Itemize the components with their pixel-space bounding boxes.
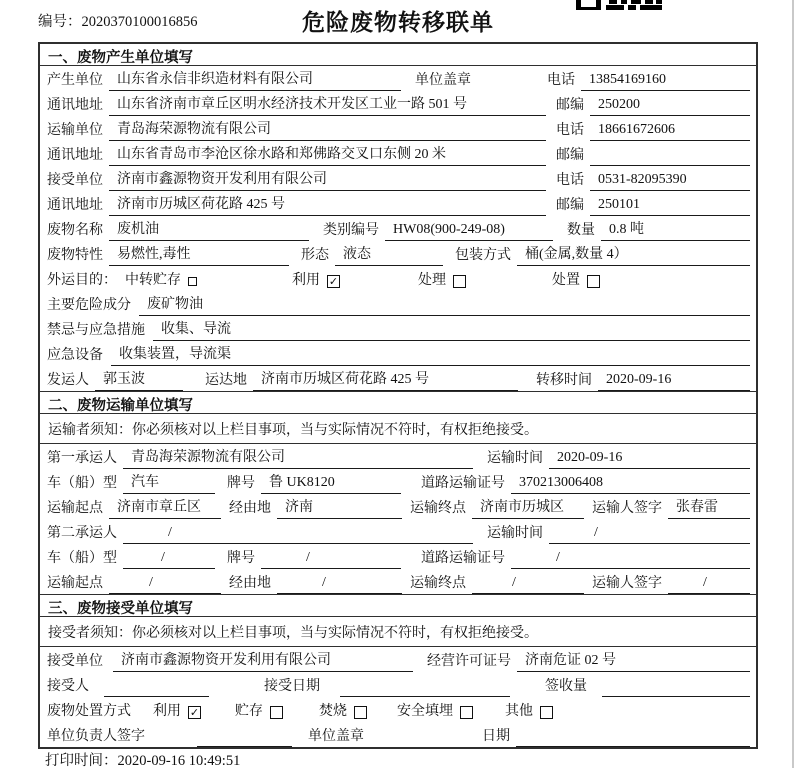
receiver-zip-value: 250101	[590, 197, 750, 216]
transfer-form	[38, 42, 758, 749]
permit-number-value: 济南危证 02 号	[517, 649, 750, 672]
second-carrier-value: /	[123, 525, 473, 544]
emergency-equipment-label: 应急设备	[47, 348, 103, 363]
section-transporter	[40, 391, 756, 594]
route-end-value: 济南市历城区	[472, 496, 584, 519]
category-code-label: 类别编号	[323, 223, 379, 238]
serial-label: 编号：	[38, 14, 82, 30]
disposal-option-incinerate-label: 焚烧	[319, 704, 347, 719]
emergency-measures-value: 收集、导流	[153, 318, 750, 341]
category-code-value: HW08(900-249-08)	[385, 222, 553, 241]
signed-quantity-label: 签收量	[545, 679, 587, 694]
receive-unit-label: 接受单位	[47, 654, 103, 669]
producer-address-value: 山东省济南市章丘区明水经济技术开发区工业一路 501 号	[109, 93, 546, 116]
row-emergency-equipment	[40, 341, 756, 366]
plate-number-label: 牌号	[227, 476, 255, 491]
qr-code-fragment	[576, 0, 662, 10]
row-receiver-unit	[40, 166, 756, 191]
producer-unit-value: 山东省永信非织造材料有限公司	[109, 68, 401, 91]
destination-value: 济南市历城区荷花路 425 号	[253, 368, 518, 391]
disposal-option-landfill-label: 安全填埋	[397, 704, 453, 719]
row-responsible-signature	[40, 722, 756, 747]
disposal-option-other-label: 其他	[505, 704, 533, 719]
purpose-option-utilize-label: 利用	[292, 273, 320, 288]
page-edge-line	[792, 0, 794, 768]
date-label: 日期	[482, 729, 510, 744]
checkbox-utilize: ✓	[328, 275, 339, 288]
section2-header: 二、废物运输单位填写	[40, 392, 756, 414]
row-producer-unit	[40, 66, 756, 91]
vehicle-type-label: 车（船）型	[47, 476, 117, 491]
address-label: 通讯地址	[47, 198, 103, 213]
checkbox-dispose	[587, 275, 600, 288]
transporter-notice: 运输者须知：你必须核对以上栏目事项，当与实际情况不符时，有权拒绝接受。	[40, 414, 756, 444]
route-start-label: 运输起点	[47, 501, 103, 516]
receive-unit-value: 济南市鑫源物资开发利用有限公司	[113, 649, 413, 672]
packaging-value: 桶(金属,数量 4）	[517, 243, 750, 266]
plate-number-value: 鲁 UK8120	[261, 471, 401, 494]
address-label: 通讯地址	[47, 98, 103, 113]
row-second-carrier	[40, 519, 756, 544]
row-consignor	[40, 366, 756, 391]
row-vehicle2	[40, 544, 756, 569]
transport-address-value: 山东省青岛市李沧区徐水路和郑佛路交叉口东侧 20 米	[109, 143, 546, 166]
checkbox-disposal-utilize: ✓	[189, 706, 200, 719]
road-permit-value: 370213006408	[511, 475, 750, 494]
waste-traits-label: 废物特性	[47, 248, 103, 263]
first-carrier-label: 第一承运人	[47, 451, 117, 466]
row-waste-name	[40, 216, 756, 241]
row-transport-address	[40, 141, 756, 166]
route-via-label: 经由地	[229, 576, 271, 591]
date-value	[516, 728, 750, 747]
checkbox-disposal-landfill	[460, 706, 473, 719]
unit-seal-label: 单位盖章	[308, 729, 364, 744]
page-title: 危险废物转移联单	[302, 10, 494, 35]
permit-number-label: 经营许可证号	[427, 654, 511, 669]
serial-value: 2020370100016856	[81, 14, 198, 30]
row-first-carrier	[40, 444, 756, 469]
row-receiver-address	[40, 191, 756, 216]
plate-number2-value: /	[261, 550, 401, 569]
row-vehicle1	[40, 469, 756, 494]
checkbox-transfer-storage	[188, 277, 197, 286]
packaging-label: 包装方式	[455, 248, 511, 263]
route-start-label: 运输起点	[47, 576, 103, 591]
row-hazard-component	[40, 291, 756, 316]
checkbox-disposal-store	[270, 706, 283, 719]
row-route1	[40, 494, 756, 519]
row-transport-unit	[40, 116, 756, 141]
waste-name-value: 废机油	[109, 218, 309, 241]
row-receive-unit	[40, 647, 756, 672]
phone-label: 电话	[556, 173, 584, 188]
section-producer	[40, 44, 756, 391]
section1-header: 一、废物产生单位填写	[40, 44, 756, 66]
phone-label: 电话	[556, 123, 584, 138]
responsible-signature-label: 单位负责人签字	[47, 729, 145, 744]
checkbox-treat	[453, 275, 466, 288]
disposal-option-utilize-label: 利用	[153, 704, 181, 719]
producer-phone-value: 13854169160	[581, 72, 750, 91]
zip-label: 邮编	[556, 198, 584, 213]
transfer-date-value: 2020-09-16	[598, 372, 750, 391]
hazard-component-value: 废矿物油	[139, 293, 750, 316]
route-start2-value: /	[109, 575, 221, 594]
print-time-line	[45, 749, 240, 770]
purpose-option-transfer-storage-label: 中转贮存	[125, 273, 181, 288]
route-end2-value: /	[472, 575, 584, 594]
transport-zip-value	[590, 147, 750, 166]
acceptor-value	[104, 678, 209, 697]
route-end-label: 运输终点	[410, 576, 466, 591]
zip-label: 邮编	[556, 148, 584, 163]
producer-zip-value: 250200	[590, 97, 750, 116]
form-state-value: 液态	[335, 243, 443, 266]
waste-name-label: 废物名称	[47, 223, 103, 238]
acceptor-label: 接受人	[47, 679, 89, 694]
transport-phone-value: 18661672606	[590, 122, 750, 141]
transport-date-value: 2020-09-16	[549, 450, 750, 469]
receiver-unit-label: 接受单位	[47, 173, 103, 188]
road-permit-label: 道路运输证号	[421, 476, 505, 491]
route-via2-value: /	[277, 575, 402, 594]
row-waste-traits	[40, 241, 756, 266]
row-outbound-purpose	[40, 266, 756, 291]
emergency-equipment-value: 收集装置，导流渠	[111, 343, 750, 366]
section3-header: 三、废物接受单位填写	[40, 595, 756, 617]
accept-date-label: 接受日期	[264, 679, 320, 694]
carrier-signature-label: 运输人签字	[592, 576, 662, 591]
transport-date-label: 运输时间	[487, 451, 543, 466]
carrier-signature-label: 运输人签字	[592, 501, 662, 516]
second-carrier-label: 第二承运人	[47, 526, 117, 541]
vehicle-type2-value: /	[123, 550, 215, 569]
receiver-phone-value: 0531-82095390	[590, 172, 750, 191]
row-producer-address	[40, 91, 756, 116]
disposal-method-label: 废物处置方式	[47, 704, 131, 719]
receiver-notice: 接受者须知：你必须核对以上栏目事项，当与实际情况不符时，有权拒绝接受。	[40, 617, 756, 647]
row-disposal-method	[40, 697, 756, 722]
route-end-label: 运输终点	[410, 501, 466, 516]
first-carrier-value: 青岛海荣源物流有限公司	[123, 446, 473, 469]
outbound-purpose-label: 外运目的：	[47, 273, 117, 288]
quantity-value: 0.8 吨	[601, 218, 750, 241]
producer-unit-label: 产生单位	[47, 73, 103, 88]
responsible-signature-value	[197, 728, 292, 747]
road-permit-label: 道路运输证号	[421, 551, 505, 566]
zip-label: 邮编	[556, 98, 584, 113]
print-time-label: 打印时间：	[45, 753, 118, 769]
disposal-option-store-label: 贮存	[235, 704, 263, 719]
address-label: 通讯地址	[47, 148, 103, 163]
road-permit2-value: /	[511, 550, 750, 569]
phone-label: 电话	[547, 73, 575, 88]
consignor-value: 郭玉波	[95, 368, 183, 391]
carrier-signature2-value: /	[668, 575, 750, 594]
transport-unit-value: 青岛海荣源物流有限公司	[109, 118, 546, 141]
purpose-option-dispose-label: 处置	[552, 273, 580, 288]
carrier-signature-value: 张春雷	[668, 496, 750, 519]
form-state-label: 形态	[301, 248, 329, 263]
row-route2	[40, 569, 756, 594]
vehicle-type-label: 车（船）型	[47, 551, 117, 566]
transfer-date-label: 转移时间	[536, 373, 592, 388]
route-via-label: 经由地	[229, 501, 271, 516]
route-start-value: 济南市章丘区	[109, 496, 221, 519]
hazard-component-label: 主要危险成分	[47, 298, 131, 313]
signed-quantity-value	[602, 678, 750, 697]
purpose-option-treat-label: 处理	[418, 273, 446, 288]
row-emergency-measures	[40, 316, 756, 341]
plate-number-label: 牌号	[227, 551, 255, 566]
waste-traits-value: 易燃性,毒性	[109, 243, 289, 266]
consignor-label: 发运人	[47, 373, 89, 388]
quantity-label: 数量	[567, 223, 595, 238]
transport-date2-value: /	[549, 525, 750, 544]
receiver-unit-value: 济南市鑫源物资开发利用有限公司	[109, 168, 546, 191]
checkbox-disposal-incinerate	[354, 706, 367, 719]
destination-label: 运达地	[205, 373, 247, 388]
transport-date-label: 运输时间	[487, 526, 543, 541]
unit-seal-label: 单位盖章	[415, 73, 471, 88]
receiver-address-value: 济南市历城区荷花路 425 号	[109, 193, 546, 216]
print-time-value: 2020-09-16 10:49:51	[117, 753, 241, 769]
transport-unit-label: 运输单位	[47, 123, 103, 138]
accept-date-value	[340, 678, 510, 697]
row-acceptor	[40, 672, 756, 697]
vehicle-type-value: 汽车	[123, 471, 215, 494]
section-receiver	[40, 594, 756, 747]
emergency-measures-label: 禁忌与应急措施	[47, 323, 145, 338]
checkbox-disposal-other	[540, 706, 553, 719]
route-via-value: 济南	[277, 496, 402, 519]
